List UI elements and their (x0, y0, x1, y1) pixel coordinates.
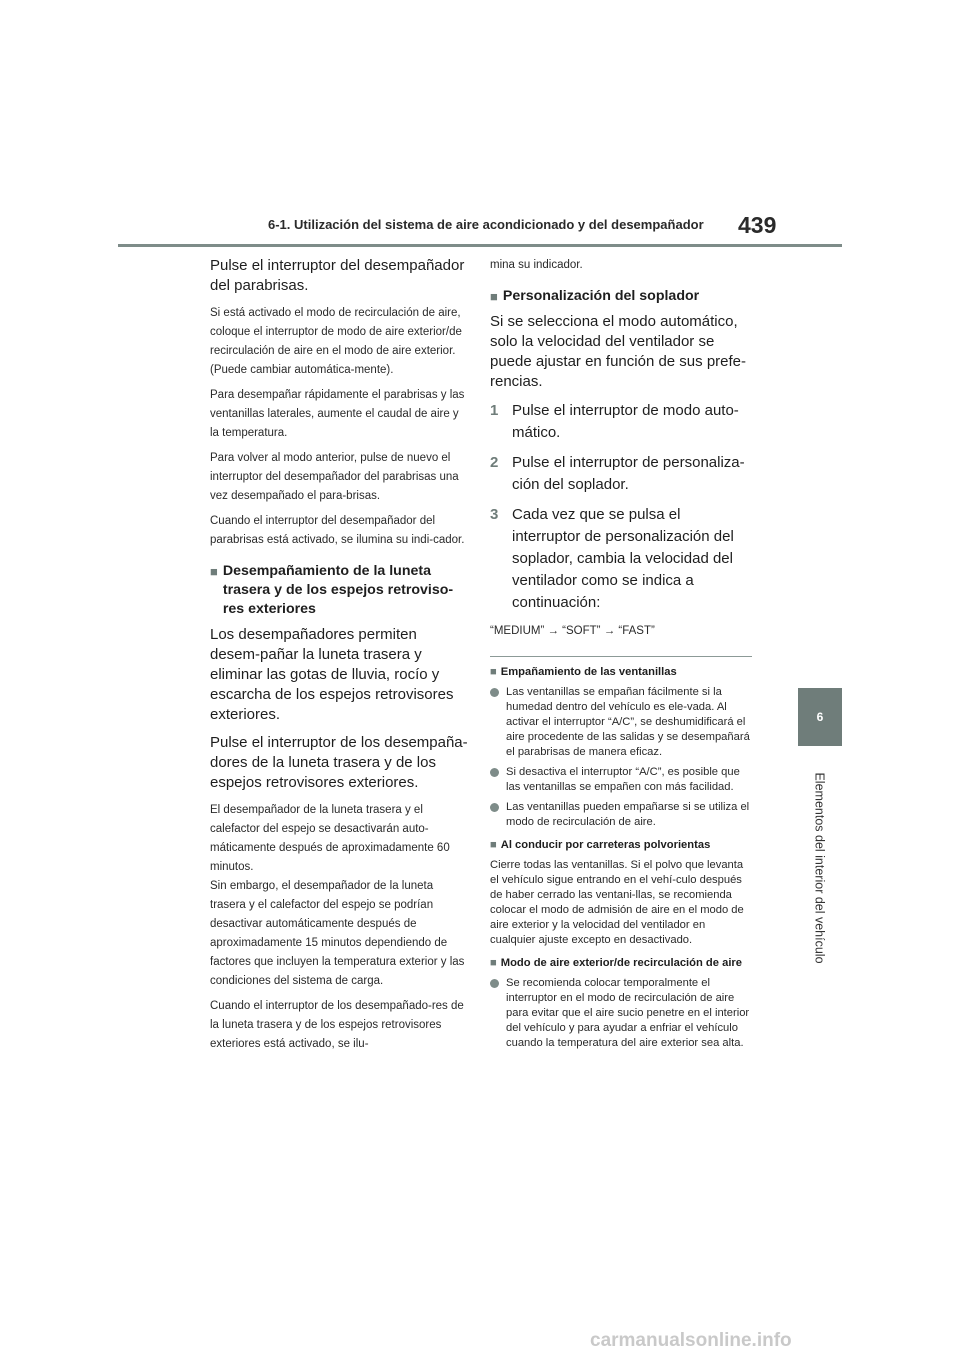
side-label-text: Elementos del interior del vehículo (813, 772, 828, 964)
step-text: Pulse el interruptor de modo auto-mático. (512, 402, 739, 441)
step-number: 2 (490, 454, 499, 471)
note-heading (490, 665, 752, 680)
chapter-tab: 6 (798, 688, 842, 746)
note-bullet (490, 765, 752, 795)
right-column (490, 256, 752, 1056)
note-heading (490, 956, 752, 971)
circle-bullet-icon (490, 688, 499, 697)
section-heading-text: Desempañamiento de la luneta trasera y de los espejos retroviso-res exteriores (222, 563, 454, 617)
square-marker-icon: ■ (490, 957, 497, 969)
note-bullet (490, 685, 752, 760)
paragraph: Cuando el interruptor del desempañador del parabrisas está activado, se ilumina su indi-cador. (210, 515, 465, 546)
note-heading (490, 838, 752, 853)
circle-bullet-icon (490, 803, 499, 812)
notes-divider (490, 656, 752, 657)
note-bullet-text: Si desactiva el interruptor “A/C”, es posible que las ventanillas se empañen con más facilidad. (506, 766, 740, 793)
step (490, 452, 752, 496)
circle-bullet-icon (490, 768, 499, 777)
paragraph: Pulse el interruptor de los desempaña-dores de la luneta trasera y de los espejos retrovisores exteriores. (210, 734, 468, 791)
paragraph: Sin embargo, el desempañador de la luneta trasera y el calefactor del espejo se podrían desactivar automáticamente después de aproximadamente 15 minutos dependiendo de factores que incluyen la temperatura exterior y las condiciones del sistema de carga. (210, 880, 465, 987)
note-bullet-text: Las ventanillas pueden empañarse si se utiliza el modo de recirculación de aire. (506, 801, 750, 828)
section-heading (210, 562, 468, 619)
paragraph: mina su indicador. (490, 259, 583, 271)
paragraph: Pulse el interruptor del desempañador del parabrisas. (210, 257, 465, 294)
paragraph: Si se selecciona el modo automático, solo la velocidad del ventilador se puede ajustar en función de sus prefe-rencias. (490, 313, 747, 390)
header-rule (118, 244, 842, 247)
circle-bullet-icon (490, 979, 499, 988)
watermark: carmanualsonline.info (590, 1330, 792, 1351)
step-number: 1 (490, 402, 499, 419)
note-heading-text: Modo de aire exterior/de recirculación de aire (500, 957, 743, 969)
section-heading (490, 287, 752, 306)
square-marker-icon: ■ (490, 839, 497, 851)
step-text: Pulse el interruptor de personaliza-ción del soplador. (512, 454, 745, 493)
note-bullet-text: Se recomienda colocar temporalmente el interruptor en el modo de recirculación de aire para evitar que el aire sucio penetre en el interior del vehículo y para ayudar a enfriar el vehículo cuando la temperatura del aire exterior sea alta. (506, 977, 750, 1049)
paragraph: El desempañador de la luneta trasera y el calefactor del espejo se desactivarán auto-máticamente después de aproximadamente 60 minutos. (210, 804, 450, 873)
section-heading-text: Personalización del soplador (502, 288, 700, 304)
square-marker-icon: ■ (210, 564, 218, 579)
running-header: 6-1. Utilización del sistema de aire acondicionado y del desempañador (268, 217, 704, 232)
note-paragraph: Cierre todas las ventanillas. Si el polvo que levanta el vehículo sigue entrando en el vehí-culo después de haber cerrado las ventani-llas, se recomienda colocar el modo de admisión de aire en el modo de aire exterior y la velocidad del ventilador en cualquier ajuste excepto en desactivado. (490, 859, 744, 946)
step-number: 3 (490, 506, 499, 523)
paragraph: Para volver al modo anterior, pulse de nuevo el interruptor del desempañador del parabrisas una vez desempañado el para-brisas. (210, 452, 459, 502)
step (490, 504, 752, 614)
note-bullet (490, 800, 752, 830)
note-heading-text: Empañamiento de las ventanillas (500, 666, 677, 678)
square-marker-icon: ■ (490, 289, 498, 304)
paragraph: Cuando el interruptor de los desempañado-res de la luneta trasera y de los espejos retrovisores exteriores está activado, se ilu- (210, 1000, 464, 1050)
step (490, 400, 752, 444)
note-bullet (490, 976, 752, 1051)
paragraph: Si está activado el modo de recirculación de aire, coloque el interruptor de modo de aire exterior/de recirculación de aire en el modo de aire exterior. (Puede cambiar automática-mente). (210, 307, 462, 376)
side-label (790, 758, 850, 978)
note-bullet-text: Las ventanillas se empañan fácilmente si la humedad dentro del vehículo es ele-vada. Al activar el interruptor “A/C”, se deshumidificará el aire procedente de las salidas y se desempañará el parabrisas de manera eficaz. (506, 686, 750, 758)
square-marker-icon: ■ (490, 666, 497, 678)
speed-sequence: “MEDIUM” → “SOFT” → “FAST” (490, 625, 655, 637)
paragraph: Para desempañar rápidamente el parabrisas y las ventanillas laterales, aumente el caudal de aire y la temperatura. (210, 389, 465, 439)
note-heading-text: Al conducir por carreteras polvorientas (500, 839, 711, 851)
step-text: Cada vez que se pulsa el interruptor de personalización del soplador, cambia la velocidad del ventilador como se indica a continuación: (512, 506, 734, 611)
left-column (210, 256, 468, 1060)
page-number: 439 (738, 212, 777, 238)
paragraph: Los desempañadores permiten desem-pañar la luneta trasera y eliminar las gotas de lluvia, rocío y escarcha de los espejos retrovisores exteriores. (210, 626, 454, 723)
